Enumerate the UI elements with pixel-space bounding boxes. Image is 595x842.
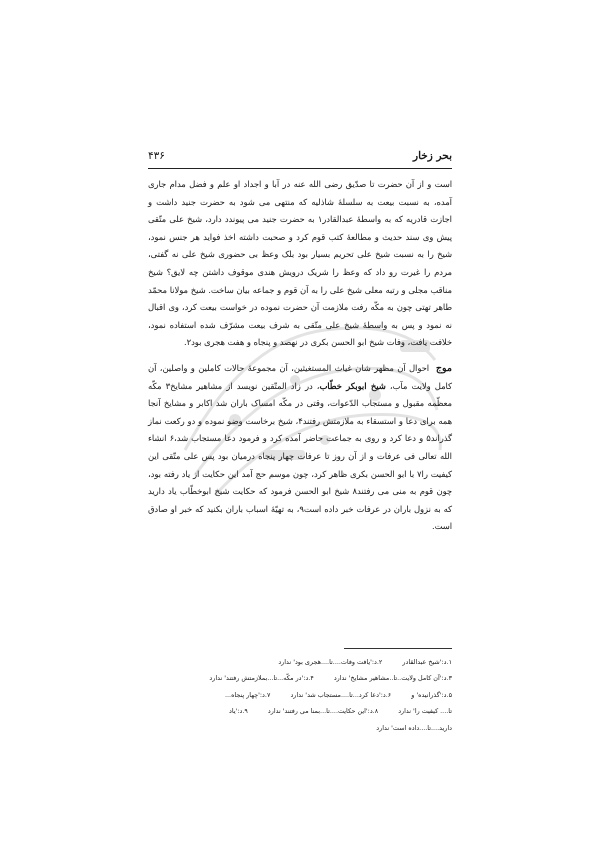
footnote-3: ۳.د:'آن کامل ولایت..تا..مشاهیر مشایخ' ندارد (333, 674, 452, 683)
running-title: بحر زخار (413, 150, 452, 162)
section-lead-word: موج (435, 362, 453, 374)
footnotes (148, 654, 452, 736)
footnote-9: ۹.د:'یاد (229, 707, 248, 716)
footnote-line (148, 670, 452, 686)
person-name: شیخ ابوبکر خطّاب (319, 380, 386, 391)
footnote-8: ۸.د:'این حکایت....تا...بمنا می رفتند' ندارد (267, 707, 379, 716)
footnote-line (148, 687, 452, 703)
footnote-4: ۴.د:'در مکّه...تا...بملازمتش رفتند' ندارد (209, 674, 314, 683)
paragraph-abu-bakr-khattab (148, 360, 452, 536)
footnote-7-continued: تا.... کیفیت را' ندارد (398, 707, 452, 716)
footnote-line (148, 703, 452, 719)
footnote-6: ۶.د:'دعا کرد...تا....مستجاب شد' ندارد (290, 690, 392, 699)
page-number: ۴۳۶ (148, 150, 165, 162)
footnote-line (148, 654, 452, 670)
footnote-7: ۷.د:'چهار پنجاه... (224, 690, 271, 699)
footnote-5: ۵.د:'گذرانیده' و (411, 690, 452, 699)
paragraph-text-part2: ، در زاد المتّقین نویسد از مشاهیر مشایخ۳ مکّه معظّمه مقبول و مستجاب الدّعوات، وقتی در مکّه امساک باران شد اکابر و مشایخ آنجا همه برای دعا و استسقاء به ملازمتش رفتند۴، شیخ برخاست وضو نموده و دو رکعت نماز گذراند۵ و دعا کرد و روی به جماعت حاضر آمده کرد و فرمود دعا مستجاب شد،۶ انشاء الله تعالی فی عرفات و از آن روز تا عرفات چهار پنجاه درمیان بود پس علی متّقی این کیفیت را۷ با ابو الحسن بکری ظاهر کرد، چون موسم حج آمد این حکایت از یاد رفته بود، چون قوم به منی می رفتند۸ شیخ ابو الحسن فرمود که حکایت شیخ ابوخطّاب یاد دارید که به نزول باران در عرفات خبر داده است۹، به تهیّهٔ اسباب باران بکنید که خبر او صادق است. (148, 380, 452, 532)
main-text (148, 176, 452, 536)
footnote-line (148, 720, 452, 736)
header-divider (148, 168, 452, 169)
paragraph-abu-al-hasan-bakri: است و از آن حضرت تا صدّیق رضی الله عنه در آبا و اجداد او علم و فضل مدام جاری آمده، به نسبت بیعت به سلسلهٔ شاذلیه که منتهی می شود به حضرت جنید داشت و اجازت قادریه که به واسطهٔ عبدالقادر۱ به حضرت جنید می پیوندد دارد، شیخ علی متّقی پیش وی سند حدیث و مطالعهٔ کتب قوم کرد و صحبت داشته اخذ فواید هر جنس نمود، شیخ را به نسبت شیخ علی تحریم بسیار بود بلک وعظ بی حضوری شیخ علی نه گفتی، مردم را غیرت رو داد که وعظ را شریک درویش هندی موقوف داشتن چه لایق؟ شیخ مناقب مجلی و رتبه معلی شیخ علی را به آن قوم و جماعه بیان ساخت. شیخ مولانا محمّد طاهر تهتی چون به مکّه رفت ملازمت آن حضرت نموده در خواست بیعت کرد، وی اقبال نه نمود و پس به واسطهٔ شیخ علی متّقی به شرف بیعت مشرّف شده استفاده نمود، خلافت یافت، وفات شیخ ابو الحسن بکری در نهصد و پنجاه و هفت هجری بود۲. (148, 179, 452, 348)
footnote-2: ۲.د:'یافت وفات....تا....هجری بود' ندارد (278, 658, 383, 666)
footnote-1: ۱.د:'شیخ عبدالقادر (402, 658, 452, 666)
footnote-divider (344, 648, 452, 649)
running-header (148, 150, 452, 168)
footnote-9-continued: دارید....تا....داده است' ندارد (376, 723, 452, 732)
paragraph-text-part1: احوال آن مظهر شان غیاث المستغیثین، آن مجموعهٔ حالات کاملین و واصلین، آن کامل ولایت مآب، (148, 362, 453, 391)
